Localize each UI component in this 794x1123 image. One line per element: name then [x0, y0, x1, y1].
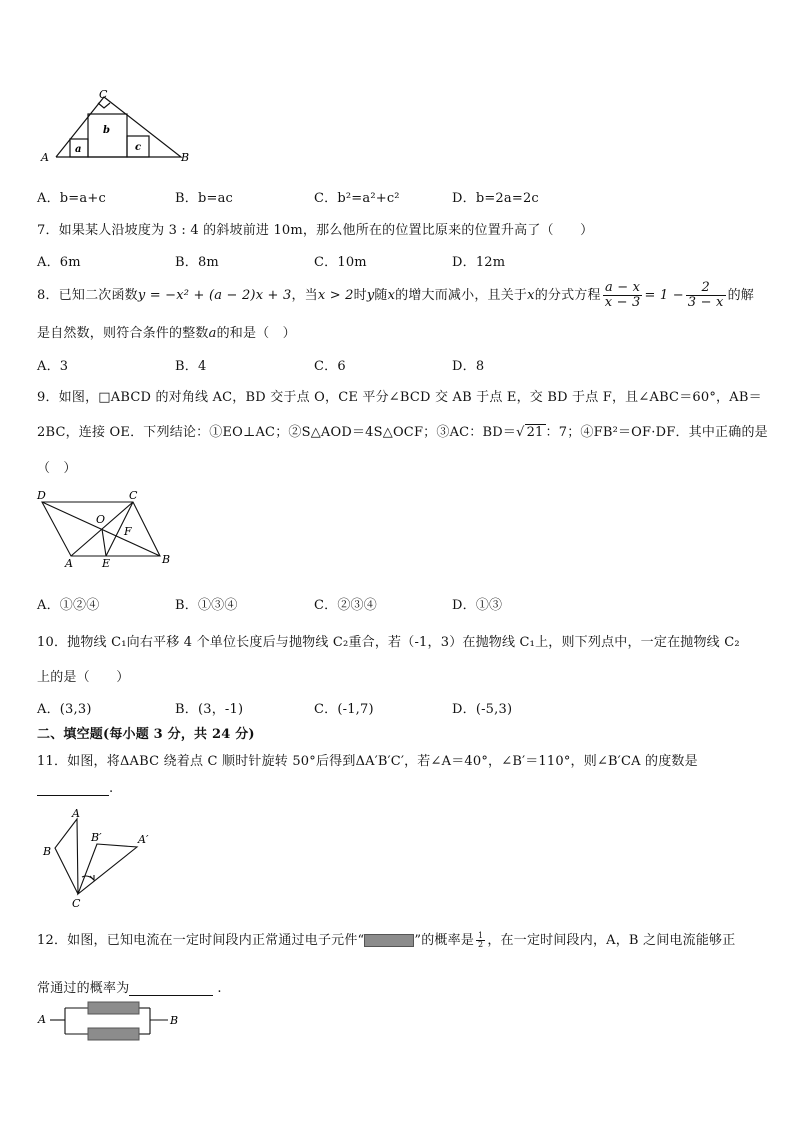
q11-line1: 11．如图，将ΔABC 绕着点 C 顺时针旋转 50°后得到ΔA′B′C′，若∠A＝40°，∠B′＝110°，则∠B′CA 的度数是	[37, 754, 698, 769]
figure-q6-triangle	[38, 88, 198, 164]
q7-text: 7．如果某人沿坡度为 3 : 4 的斜坡前进 10m，那么他所在的位置比原来的位置升高了（ ）	[37, 223, 594, 238]
q8-text: 的解	[727, 288, 754, 303]
q10-line2: 上的是（ ）	[37, 670, 130, 685]
q8-var-a: a	[208, 326, 217, 341]
label-a: a	[75, 144, 82, 155]
q12-text: 12．如图，已知电流在一定时间段内正常通过电子元件“	[37, 933, 365, 948]
section-title: 二、填空题(每小题 3 分，共 24 分)	[37, 727, 255, 742]
q8-option-a: A．3	[37, 359, 69, 374]
figure-q11-rotation	[38, 804, 158, 910]
q12-text: 常通过的概率为	[37, 981, 130, 996]
q8-function: y = −x² + (a − 2)x + 3	[137, 288, 292, 303]
q10-option-b: B．(3，-1)	[175, 702, 244, 717]
q6-option-d: D．b=2a=2c	[452, 191, 539, 206]
q12-answer-blank[interactable]	[129, 981, 213, 996]
fraction-denominator: x − 3	[604, 295, 641, 310]
q6-option-b: B．b=ac	[175, 191, 233, 206]
label-B: B	[170, 1014, 179, 1027]
q11-answer-line	[37, 781, 113, 796]
q8-options	[37, 355, 757, 373]
q7-option-d: D．12m	[452, 255, 506, 270]
label-F: F	[124, 525, 132, 538]
q11-answer-blank[interactable]	[37, 781, 109, 796]
q6-option-c: C．b²=a²+c²	[314, 191, 400, 206]
q7-options	[37, 251, 757, 269]
figure-q9-parallelogram	[30, 483, 180, 573]
fraction-denominator: 3 − x	[687, 295, 724, 310]
q8-number: 8．已知二次函数	[37, 288, 138, 303]
q6-option-a: A．b=a+c	[37, 191, 106, 206]
fraction-numerator: a − x	[603, 281, 643, 296]
figure-q12-circuit	[36, 998, 186, 1046]
label-A-prime: A′	[138, 833, 149, 846]
label-A: A	[41, 151, 49, 164]
q10-line1: 10．抛物线 C₁向右平移 4 个单位长度后与抛物线 C₂重合，若（-1，3）在抛物线 C₁上，则下列点中，一定在抛物线 C₂	[37, 635, 740, 650]
q9-option-a: A．①②④	[37, 598, 100, 613]
q8-text: 的增大而减小，且关于	[395, 288, 528, 303]
q8-line1	[37, 276, 754, 316]
q10-option-d: D．(-5,3)	[452, 702, 513, 717]
q8-text: ，当	[291, 288, 318, 303]
q8-fraction-2	[686, 281, 726, 309]
q8-line2	[37, 322, 296, 341]
component-bottom-icon	[88, 1028, 139, 1040]
q8-text: 的分式方程	[534, 288, 601, 303]
q10-option-a: A．(3,3)	[37, 702, 92, 717]
q8-option-d: D．8	[452, 359, 485, 374]
fraction-numerator: 1	[478, 930, 484, 940]
q11-period: .	[109, 781, 114, 796]
q9-text: 2BC，连接 OE．下列结论：①EO⊥AC；②S△AOD＝4S△OCF；③AC：BD＝	[37, 425, 517, 440]
q8-var-x: x	[527, 288, 535, 303]
q12-fraction	[476, 932, 485, 950]
q8-text: 时	[353, 288, 367, 303]
label-B: B	[181, 151, 190, 164]
component-top-icon	[88, 1002, 139, 1014]
label-A: A	[72, 807, 80, 820]
q9-option-d: D．①③	[452, 598, 503, 613]
label-B-prime: B′	[91, 831, 102, 844]
q8-fraction-1	[603, 281, 643, 309]
q9-line3: （ ）	[37, 461, 77, 476]
q12-text: ，在一定时间段内，A，B 之间电流能够正	[487, 933, 736, 948]
q9-text: ：7；④FB²＝OF·DF．其中正确的是	[545, 425, 768, 440]
q8-text: 的和是（ ）	[216, 326, 296, 341]
label-B: B	[162, 553, 171, 566]
q12-text: ”的概率是	[414, 933, 475, 948]
q7-option-a: A．6m	[37, 255, 81, 270]
q6-options	[37, 187, 757, 205]
label-C: C	[72, 897, 81, 910]
label-C: C	[129, 489, 138, 502]
fraction-numerator: 2	[686, 281, 726, 296]
label-A: A	[65, 557, 73, 570]
label-c: c	[135, 142, 142, 153]
electronic-component-icon	[364, 934, 414, 947]
q8-condition: x > 2	[317, 288, 354, 303]
q10-options	[37, 698, 757, 716]
q9-line1: 9．如图，□ABCD 的对角线 AC，BD 交于点 O，CE 平分∠BCD 交 AB 于点 E，交 BD 于点 F，且∠ABC＝60°，AB＝	[37, 390, 762, 405]
q9-line2: 2BC，连接 OE．下列结论：①EO⊥AC；②S△AOD＝4S△OCF；③AC：BD＝√ 21 ：7；④FB²＝OF·DF．其中正确的是	[37, 425, 768, 440]
label-E: E	[102, 557, 111, 570]
label-D: D	[37, 489, 46, 502]
label-O: O	[96, 513, 106, 526]
q8-option-c: C．6	[314, 359, 346, 374]
q12-line1	[37, 929, 735, 949]
q7-option-b: B．8m	[175, 255, 219, 270]
label-B: B	[43, 845, 52, 858]
label-C: C	[99, 88, 108, 101]
q12-line2	[37, 977, 222, 996]
q9-sqrt-value: 21	[526, 425, 544, 440]
q8-option-b: B．4	[175, 359, 207, 374]
q12-period: .	[217, 981, 222, 996]
q10-option-c: C．(-1,7)	[314, 702, 374, 717]
q7-option-c: C．10m	[314, 255, 367, 270]
label-A: A	[38, 1013, 46, 1026]
q9-option-b: B．①③④	[175, 598, 238, 613]
q8-var-y: y	[366, 288, 375, 303]
q8-text: 是自然数，则符合条件的整数	[37, 326, 209, 341]
q9-options	[37, 594, 757, 612]
fraction-denominator: 2	[478, 940, 484, 949]
q8-text: 随	[374, 288, 388, 303]
q9-option-c: C．②③④	[314, 598, 377, 613]
label-b: b	[103, 125, 110, 136]
q8-var-x: x	[387, 288, 396, 303]
q8-equals: = 1 −	[644, 288, 684, 303]
